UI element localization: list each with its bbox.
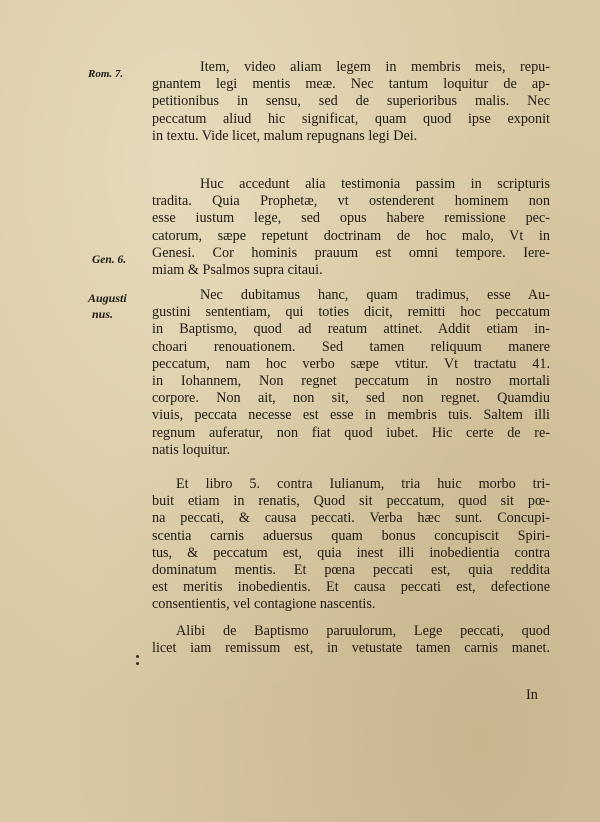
text-line: Alibi de Baptismo paruulorum, Lege peccati, quod — [176, 623, 550, 639]
text-line: scentia carnis aduersus quam bonus concupiscit Spiri- — [152, 527, 550, 544]
text-line: in textu. Vide licet, malum repugnans legi Dei. — [152, 127, 418, 144]
text-line: gustini sententiam, qui toties dicit, remitti hoc peccatum — [152, 304, 550, 321]
margin-note-genesis: Gen. 6. — [92, 254, 127, 266]
text-line: natis loquitur. — [152, 441, 231, 458]
paragraph-1 — [152, 59, 550, 145]
ink-speck — [136, 662, 139, 665]
text-line: buit etiam in renatis, Quod sit peccatum, quod sit pœ- — [152, 493, 550, 510]
text-line: catorum, sæpe repetunt doctrinam de hoc malo, Vt in — [152, 227, 550, 244]
text-line: Item, video aliam legem in membris meis, repu- — [200, 59, 550, 75]
text-line: regnum auferatur, non fiat quod iubet. Hic certe de re- — [152, 424, 550, 441]
paragraph-4 — [152, 476, 550, 614]
margin-note-romans: Rom. 7. — [88, 68, 124, 80]
text-line: licet iam remissum est, in vetustate tamen carnis manet. — [152, 640, 550, 657]
text-line: peccatum aliud hic significat, quam quod ipse exponit — [152, 110, 550, 127]
paragraph-3 — [152, 287, 550, 459]
text-line: dominatum mentis. Et pœna peccati est, quia reddita — [152, 561, 550, 578]
margin-note-augustinus-cont: nus. — [92, 307, 114, 321]
text-line: gnantem legi mentis meæ. Nec tantum loquitur de ap- — [152, 76, 550, 93]
text-line: consentientis, vel contagione nascentis. — [152, 596, 376, 613]
text-line: in Baptismo, quod ad reatum attinet. Addit etiam in- — [152, 321, 550, 338]
text-line: peccatum, nam hoc verbo sæpe vtitur. Vt tractatu 41. — [152, 355, 550, 372]
text-line: choari renouationem. Sed tamen reliquum manere — [152, 338, 550, 355]
ink-speck — [136, 655, 139, 658]
paragraph-5 — [152, 623, 550, 657]
text-line: in Iohannem, Non regnet peccatum in nostro mortali — [152, 372, 550, 389]
text-line: na peccati, & causa peccati. Verba hæc sunt. Concupi- — [152, 510, 550, 527]
text-line: corpore. Non ait, non sit, sed non regnet. Quamdiu — [152, 390, 550, 407]
text-line: Et libro 5. contra Iulianum, tria huic morbo tri- — [176, 476, 550, 492]
text-line: tus, & peccatum est, quia inest illi inobedientia contra — [152, 544, 550, 561]
margin-note-augustinus: Augusti — [88, 291, 127, 305]
text-line: Huc accedunt alia testimonia passim in scripturis — [200, 176, 550, 192]
text-line: Nec dubitamus hanc, quam tradimus, esse Au- — [200, 287, 550, 303]
text-line: petitionibus in sensu, sed de superioribus malis. Nec — [152, 93, 550, 110]
text-line: Genesi. Cor hominis prauum est omni tempore. Iere- — [152, 244, 550, 261]
text-line: viuis, peccata necesse est esse in membris tuis. Saltem illi — [152, 407, 550, 424]
text-line: esse iustum lege, sed opus habere remissione pec- — [152, 210, 550, 227]
text-line: miam & Psalmos supra citaui. — [152, 261, 323, 278]
text-line: tradita. Quia Prophetæ, vt ostenderent hominem non — [152, 193, 550, 210]
text-line: est meritis inobedientis. Et causa peccati est, defectione — [152, 579, 550, 596]
catchword: In — [526, 687, 538, 703]
paragraph-2 — [152, 176, 550, 279]
